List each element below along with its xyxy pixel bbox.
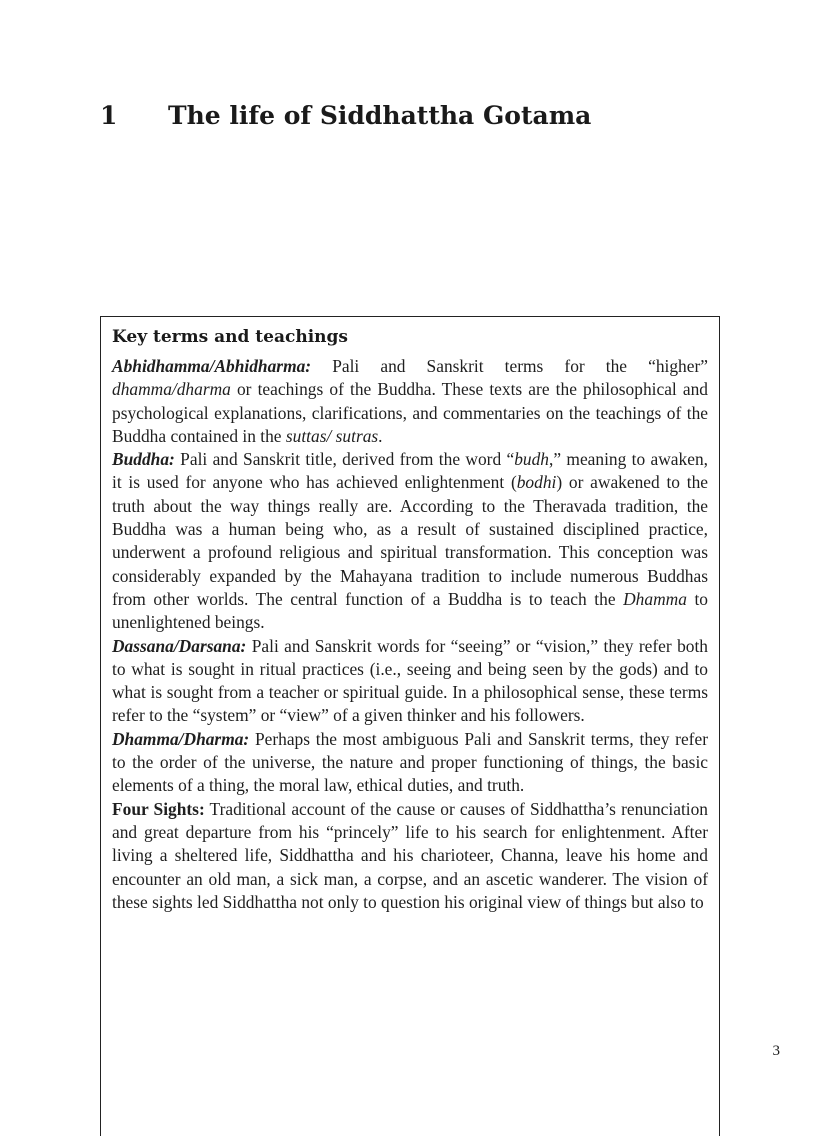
chapter-title: The life of Siddhattha Gotama bbox=[168, 101, 592, 130]
definition-text: Perhaps the most ambiguous Pali and Sanskrit terms, they refer to the order of the universe, the nature and proper functioning of things, the basic elements of a thing, the moral law, ethical duties, and truth. bbox=[112, 728, 708, 796]
definition-text: Traditional account of the cause or causes of Siddhattha’s renunciation and great departure from his “princely” life to his search for enlightenment. After living a sheltered life, Siddhattha and his charioteer, Channa, leave his home and encounter an old man, a sick man, a corpse, and an ascetic wanderer. The vision of these sights led Siddhattha not only to question his original view of things but also to bbox=[112, 798, 708, 912]
definition-text: Pali and Sanskrit words for “seeing” or “vision,” they refer both to what is sought in ritual practices (i.e., seeing and being seen by the gods) and to what is sought from a teacher or spiritual guide. In a philosophical sense, these terms refer to the “system” or “view” of a given thinker and his followers. bbox=[112, 635, 708, 726]
page-number: 3 bbox=[772, 1043, 780, 1059]
term-name: Buddha: bbox=[112, 449, 175, 470]
definition-text: Pali and Sanskrit title, derived from the word “ bbox=[174, 449, 515, 470]
term-entry-four-sights bbox=[112, 798, 708, 914]
definition-text: Pali and Sanskrit terms for the “higher” bbox=[311, 356, 708, 376]
definition-text: . bbox=[378, 425, 383, 446]
term-entry-dassana bbox=[112, 635, 708, 728]
definition-text: ) or awakened to the truth about the way things really are. According to the Theravada tradition, the Buddha was a human being who, as a result of sustained disciplined practice, underwent a profound religious and spiritual transformation. This conception was considerably expanded by the Mahayana tradition to include numerous Buddhas from other worlds. The central function of a Buddha is to teach the bbox=[112, 472, 708, 609]
definition-text: ,” meaning to awaken, it is used for anyone who has achieved enlightenment ( bbox=[112, 449, 708, 493]
definition-italic: bodhi bbox=[516, 472, 557, 493]
definition-italic: suttas/ sutras bbox=[285, 425, 379, 446]
term-entry-dhamma bbox=[112, 728, 708, 798]
chapter-number: 1 bbox=[100, 101, 118, 130]
definition-italic: budh bbox=[514, 449, 549, 470]
definition-italic: dhamma/dharma bbox=[112, 379, 231, 400]
definition-text: to unenlightened beings. bbox=[112, 588, 708, 633]
term-name: Dassana/Darsana: bbox=[112, 635, 247, 656]
chapter-heading bbox=[100, 98, 591, 134]
key-terms-list bbox=[112, 355, 708, 914]
definition-italic: Dhamma bbox=[623, 588, 687, 609]
term-entry-abhidhamma bbox=[112, 355, 708, 448]
term-name: Four Sights: bbox=[112, 798, 205, 819]
key-terms-heading: Key terms and teachings bbox=[112, 327, 348, 347]
term-name: Abhidhamma/Abhidharma: bbox=[112, 356, 312, 376]
term-name: Dhamma/Dharma: bbox=[112, 728, 250, 749]
definition-text: or teachings of the Buddha. These texts are the philosophical and psychological explanations, clarifications, and commentaries on the teachings of the Buddha contained in the bbox=[112, 379, 708, 446]
key-terms-box bbox=[100, 316, 720, 1136]
term-entry-buddha bbox=[112, 448, 708, 634]
